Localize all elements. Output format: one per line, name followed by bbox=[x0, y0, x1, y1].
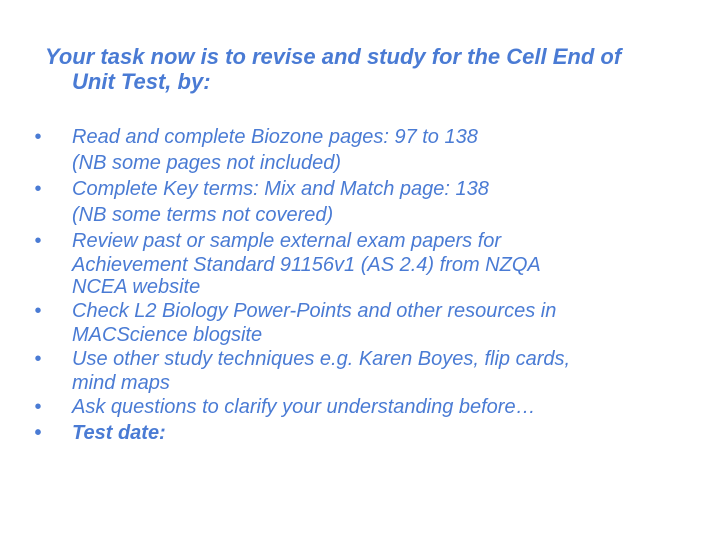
task-item-key-terms bbox=[28, 176, 708, 228]
task-text: Complete Key terms: Mix and Match page: 138 bbox=[72, 178, 489, 200]
task-text: Ask questions to clarify your understanding before… bbox=[72, 396, 536, 418]
task-text-cont: NCEA website bbox=[72, 276, 201, 298]
task-text: Read and complete Biozone pages: 97 to 138 bbox=[72, 126, 478, 148]
task-item-test-date bbox=[28, 420, 708, 446]
task-text: Test date: bbox=[72, 422, 166, 444]
bullet-icon: • bbox=[34, 126, 42, 148]
task-text-cont: Achievement Standard 91156v1 (AS 2.4) from NZQA bbox=[72, 254, 541, 276]
bullet-icon: • bbox=[34, 300, 42, 322]
heading-line-2: Unit Test, by: bbox=[72, 69, 211, 94]
task-text-cont: MACScience blogsite bbox=[72, 324, 263, 346]
bullet-icon: • bbox=[34, 230, 42, 252]
task-item-biozone bbox=[28, 124, 708, 176]
task-text: Check L2 Biology Power-Points and other resources in bbox=[72, 300, 557, 322]
task-item-exam-papers bbox=[28, 228, 708, 298]
task-item-powerpoints bbox=[28, 298, 708, 346]
slide-heading bbox=[45, 44, 705, 94]
task-item-study-techniques bbox=[28, 346, 708, 394]
task-note: (NB some terms not covered) bbox=[72, 204, 334, 226]
heading-line-1: Your task now is to revise and study for the Cell End of bbox=[45, 44, 622, 69]
task-item-ask-questions bbox=[28, 394, 708, 420]
bullet-icon: • bbox=[34, 396, 42, 418]
task-list bbox=[28, 124, 708, 446]
bullet-icon: • bbox=[34, 178, 42, 200]
bullet-icon: • bbox=[34, 348, 42, 370]
task-text: Review past or sample external exam papers for bbox=[72, 230, 502, 252]
task-text: Use other study techniques e.g. Karen Boyes, flip cards, bbox=[72, 348, 571, 370]
bullet-icon: • bbox=[34, 422, 42, 444]
task-note: (NB some pages not included) bbox=[72, 152, 342, 174]
task-text-cont: mind maps bbox=[72, 372, 170, 394]
